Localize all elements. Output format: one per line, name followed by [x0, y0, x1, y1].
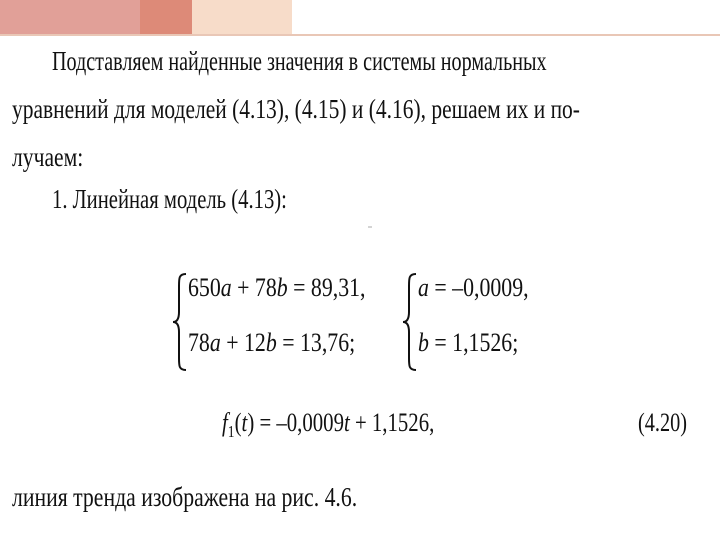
coefficient: 650 — [188, 273, 221, 302]
scan-mark — [368, 226, 372, 228]
header-divider — [0, 34, 720, 36]
right-hand-side: = 13,76; — [276, 328, 356, 357]
paren: ) — [247, 408, 255, 437]
list-item-linear-model: 1. Линейная модель (4.13): — [52, 184, 287, 214]
solution-value: = –0,0009, — [428, 273, 529, 302]
variable-b: b — [276, 273, 288, 302]
function-name: f — [222, 408, 228, 437]
function-subscript: 1 — [227, 422, 235, 442]
header-decoration — [0, 0, 720, 34]
variable-b: b — [418, 328, 429, 357]
variable-b: b — [265, 328, 277, 357]
solution-row-a — [418, 275, 529, 301]
paragraph-line-1: Подставляем найденные значения в системы нормальных — [52, 46, 547, 76]
header-block-1 — [0, 0, 140, 34]
variable-a: a — [209, 328, 221, 357]
left-brace-icon — [402, 272, 418, 372]
paragraph-line-2: уравнений для моделей (4.13), (4.15) и (4.16), решаем их и по- — [12, 94, 580, 124]
header-block-2 — [140, 0, 192, 34]
coefficient: + 12 — [220, 328, 266, 357]
coefficient: + 78 — [231, 273, 277, 302]
variable-t: t — [343, 408, 350, 437]
variable-a: a — [220, 273, 232, 302]
solution-value: = 1,1526; — [428, 328, 519, 357]
trend-formula — [222, 410, 434, 440]
coefficient: 78 — [188, 328, 210, 357]
solution-row-b — [418, 330, 518, 356]
variable-a: a — [418, 273, 429, 302]
equation-system-left-row-2 — [188, 330, 355, 356]
right-hand-side: = 89,31, — [287, 273, 366, 302]
header-block-3 — [192, 0, 292, 34]
paragraph-line-3: лучаем: — [12, 142, 84, 172]
slope-term: = –0,0009 — [254, 408, 344, 437]
left-brace-icon — [172, 272, 188, 372]
equation-number: (4.20) — [638, 408, 688, 437]
intercept-term: + 1,1526, — [349, 408, 435, 437]
trend-caption: линия тренда изображена на рис. 4.6. — [12, 482, 358, 512]
paren: ( — [234, 408, 242, 437]
equation-system-left-row-1 — [188, 275, 366, 301]
argument: t — [241, 408, 248, 437]
